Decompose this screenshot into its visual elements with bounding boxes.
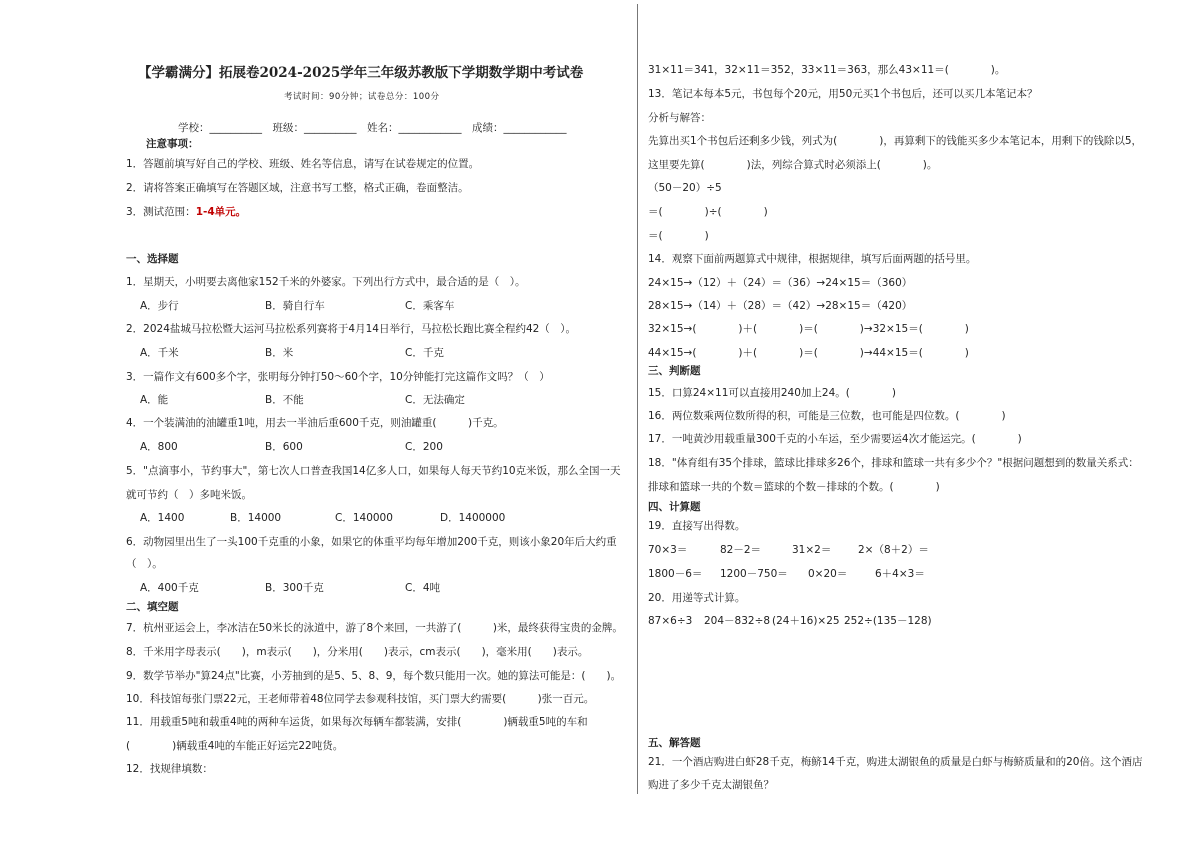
question-7: 7．杭州亚运会上，李冰洁在50米长的泳道中，游了8个来回，一共游了( )米，最终获得宝贵的金牌。 [126,622,623,634]
section-fill-heading: 二、填空题 [126,601,179,613]
question-2: 2．2024盐城马拉松暨大运河马拉松系列赛将于4月14日举行，马拉松长跑比赛全程约42（ ）。 [126,323,577,335]
notes-heading: 注意事项： [146,138,199,150]
question-12: 12．找规律填数： [126,763,213,775]
question-13: 13．笔记本每本5元，书包每个20元，用50元买1个书包后，还可以买几本笔记本？ [648,88,1038,100]
column-divider [637,4,638,794]
q6-option-a: A．400千克 [140,582,199,594]
q3-option-a: A．能 [140,394,169,406]
question-9: 9．数学节举办"算24点"比赛，小芳抽到的是5、5、8、9，每个数只能用一次。她的算法可能是：( )。 [126,670,622,682]
q5-option-c: C．140000 [335,512,393,524]
question-18-line-1: 18．"体育组有35个排球，篮球比排球多26个，排球和篮球一共有多少个？"根据问题想到的数量关系式： [648,457,1139,469]
question-16: 16．两位数乘两位数所得的积，可能是三位数，也可能是四位数。( ) [648,410,1006,422]
section-solve-heading: 五、解答题 [648,737,701,749]
question-4: 4．一个装满油的油罐重1吨，用去一半油后重600千克，则油罐重( )千克。 [126,417,504,429]
question-11-line-2: ( )辆载重4吨的车能正好运完22吨货。 [126,740,344,752]
q4-option-a: A．800 [140,441,178,453]
question-17: 17．一吨黄沙用载重量300千克的小车运，至少需要运4次才能运完。( ) [648,433,1022,445]
question-11-line-1: 11．用载重5吨和载重4吨的两种车运货，如果每次每辆车都装满，安排( )辆载重5吨的车和 [126,716,588,728]
question-12-continued: 31×11＝341，32×11＝352，33×11＝363，那么43×11＝( )。 [648,64,1006,76]
q19-item: 82－2＝ [720,544,762,556]
question-6-line-2: （ ）。 [126,558,163,570]
question-15: 15．口算24×11可以直接用240加上24。( ) [648,387,896,399]
q19-item: 70×3＝ [648,544,688,556]
q14-row-2: 28×15→（14）＋（28）＝（42）→28×15＝（420） [648,300,913,312]
question-3: 3．一篇作文有600多个字，张明每分钟打50～60个字，10分钟能打完这篇作文吗？（ ） [126,371,550,383]
section-choice-heading: 一、选择题 [126,253,179,265]
question-19: 19．直接写出得数。 [648,520,746,532]
section-judge-heading: 三、判断题 [648,365,701,377]
note-2: 2．请将答案正确填写在答题区域，注意书写工整，格式正确，卷面整洁。 [126,182,469,194]
student-info-line: 学校：__________ 班级：__________ 姓名：____________ 成绩：____________ [178,122,567,134]
q19-item: 1200－750＝ [720,568,788,580]
q13-step-1: （50－20）÷5 [648,182,722,194]
q5-option-d: D．1400000 [440,512,506,524]
q2-option-a: A．千米 [140,347,179,359]
question-6-line-1: 6．动物园里出生了一头100千克重的小象，如果它的体重平均每年增加200千克，则该小象20年后大约重 [126,536,617,548]
question-18-line-2: 排球和篮球一共的个数＝篮球的个数－排球的个数。( ) [648,481,940,493]
q3-option-b: B．不能 [265,394,304,406]
q13-step-2: ＝( )÷( ) [648,206,768,218]
question-5-line-2: 就可节约（ ）多吨米饭。 [126,489,252,501]
q14-row-3: 32×15→( )＋( )＝( )→32×15＝( ) [648,323,969,335]
question-20: 20．用递等式计算。 [648,592,746,604]
note-3-prefix: 3．测试范围： [126,206,196,218]
q4-option-c: C．200 [405,441,443,453]
q19-item: 31×2＝ [792,544,832,556]
q2-option-b: B．米 [265,347,294,359]
note-3-range: 1-4单元。 [195,206,247,218]
q13-analysis-line-2: 这里要先算( )法，列综合算式时必须添上( )。 [648,159,938,171]
q19-item: 1800－6＝ [648,568,703,580]
question-14: 14．观察下面前两题算式中规律，根据规律，填写后面两题的括号里。 [648,253,977,265]
q5-option-b: B．14000 [230,512,282,524]
q20-item: 204－832÷8 [704,615,771,627]
q4-option-b: B．600 [265,441,303,453]
q19-item: 6＋4×3＝ [875,568,925,580]
q6-option-c: C．4吨 [405,582,441,594]
q19-item: 0×20＝ [808,568,848,580]
question-10: 10．科技馆每张门票22元，王老师带着48位同学去参观科技馆，买门票大约需要( )张一百元。 [126,693,595,705]
note-3 [126,205,246,219]
section-calc-heading: 四、计算题 [648,501,701,513]
q13-analysis-line-1: 先算出买1个书包后还剩多少钱，列式为( )，再算剩下的钱能买多少本笔记本，用剩下的钱除以5， [648,135,1143,147]
question-21-line-1: 21．一个酒店购进白虾28千克，梅鲚14千克，购进太湖银鱼的质量是白虾与梅鲚质量和的20倍。这个酒店 [648,756,1143,768]
q5-option-a: A．1400 [140,512,185,524]
q2-option-c: C．千克 [405,347,444,359]
q20-item: 87×6÷3 [648,615,693,627]
exam-subtitle: 考试时间：90分钟；试卷总分：100分 [284,92,440,102]
q3-option-c: C．无法确定 [405,394,465,406]
q14-row-1: 24×15→（12）＋（24）＝（36）→24×15＝（360） [648,277,913,289]
q6-option-b: B．300千克 [265,582,324,594]
question-1: 1．星期天，小明要去离他家152千米的外婆家。下列出行方式中，最合适的是（ ）。 [126,276,526,288]
q1-option-c: C．乘客车 [405,300,455,312]
q20-item: 252÷(135－128) [844,615,932,627]
question-8: 8．千米用字母表示( )，m表示( )，分米用( )表示，cm表示( )，毫米用( )表示。 [126,646,589,658]
q19-item: 2×（8＋2）＝ [858,544,929,556]
q13-step-3: ＝( ) [648,230,709,242]
q14-row-4: 44×15→( )＋( )＝( )→44×15＝( ) [648,347,969,359]
q13-analysis-label: 分析与解答： [648,112,711,124]
question-5-line-1: 5．"点滴事小，节约事大"，第七次人口普查我国14亿多人口，如果每人每天节约10克米饭，那么全国一天 [126,465,621,477]
q1-option-b: B．骑自行车 [265,300,325,312]
question-21-line-2: 购进了多少千克太湖银鱼？ [648,779,774,791]
note-1: 1．答题前填写好自己的学校、班级、姓名等信息，请写在试卷规定的位置。 [126,158,480,170]
q1-option-a: A．步行 [140,300,179,312]
exam-title: 【学霸满分】拓展卷2024-2025学年三年级苏教版下学期数学期中考试卷 [138,65,584,81]
q20-item: (24＋16)×25 [772,615,840,627]
